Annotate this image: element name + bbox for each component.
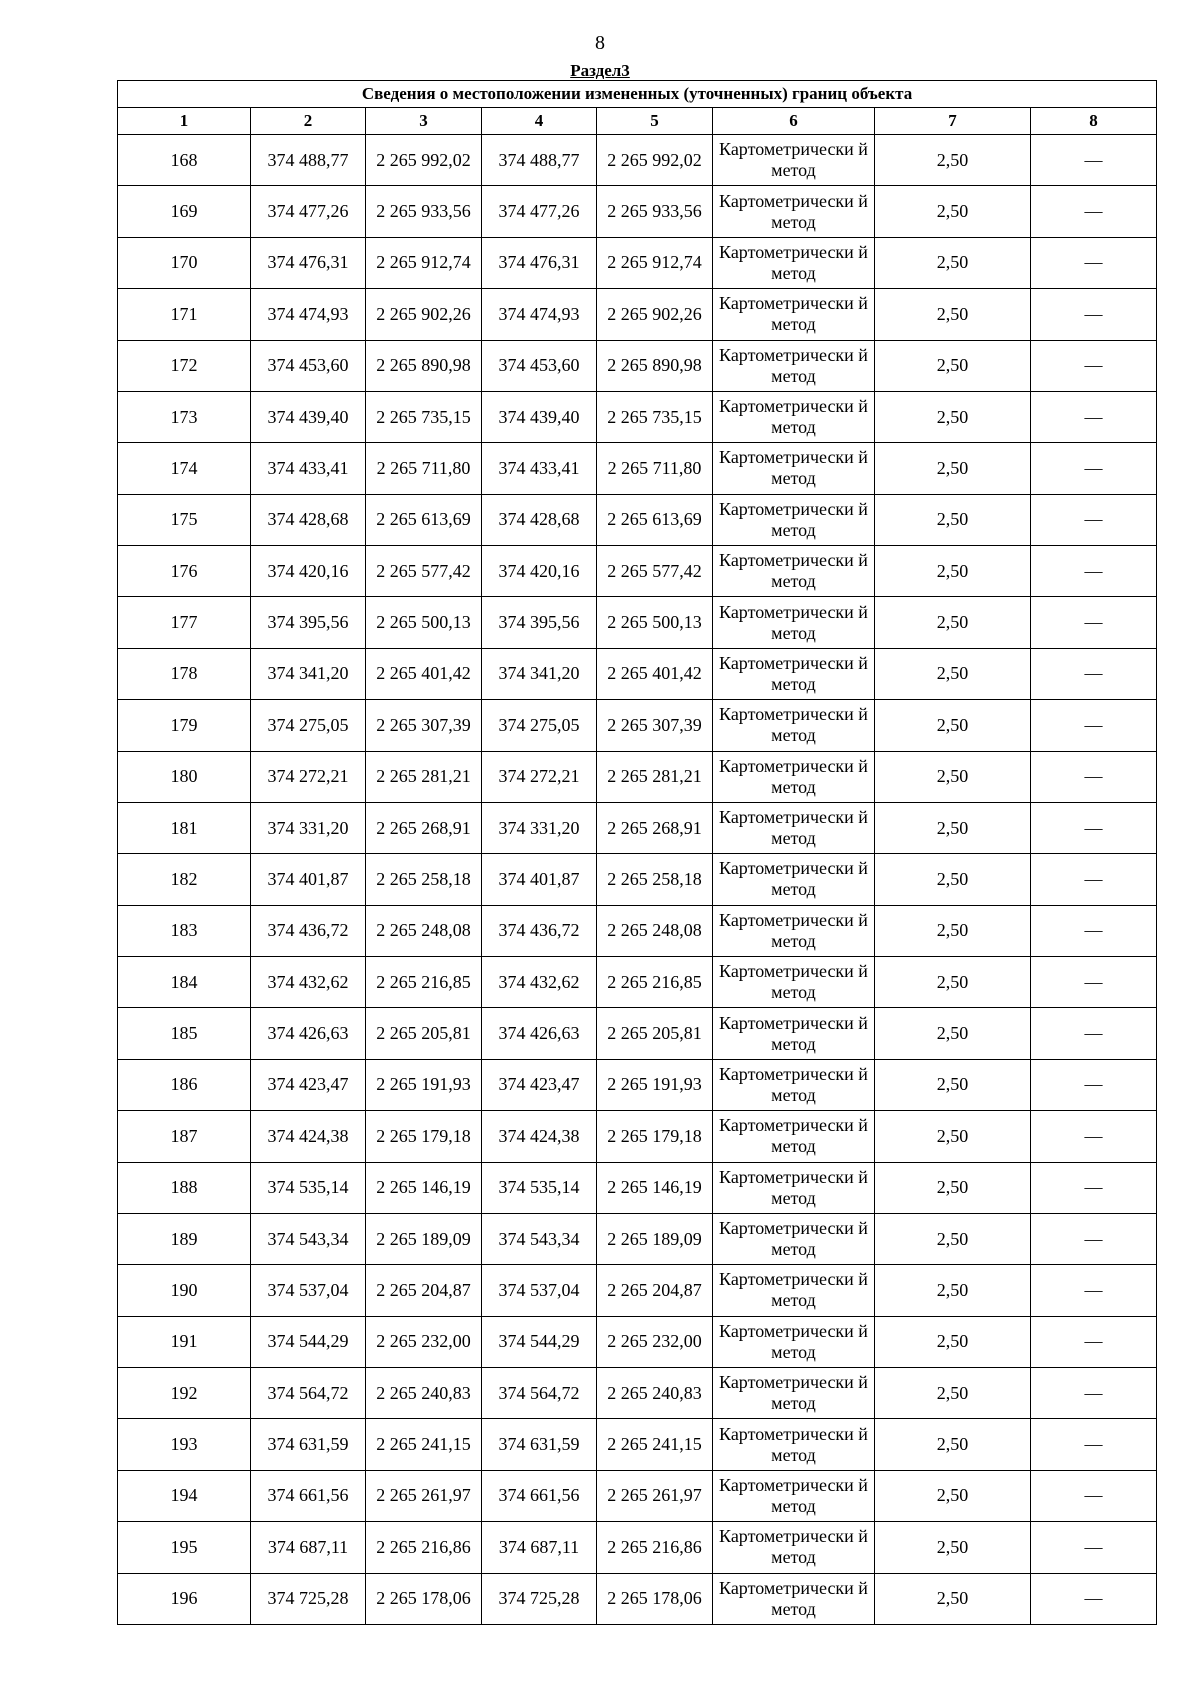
point-number-cell: 178 bbox=[118, 648, 251, 699]
description-cell: — bbox=[1031, 1008, 1157, 1059]
accuracy-cell: 2,50 bbox=[875, 1573, 1031, 1625]
description-cell: — bbox=[1031, 1162, 1157, 1213]
accuracy-cell: 2,50 bbox=[875, 237, 1031, 288]
accuracy-cell: 2,50 bbox=[875, 957, 1031, 1008]
method-cell: Картометрически й метод bbox=[713, 1111, 875, 1162]
point-number-cell: 175 bbox=[118, 494, 251, 545]
accuracy-cell: 2,50 bbox=[875, 1522, 1031, 1573]
x-refined-cell: 374 331,20 bbox=[482, 802, 597, 853]
point-number-cell: 180 bbox=[118, 751, 251, 802]
x-refined-cell: 374 341,20 bbox=[482, 648, 597, 699]
table-row bbox=[118, 597, 1157, 648]
y-existing-cell: 2 265 613,69 bbox=[366, 494, 482, 545]
x-existing-cell: 374 687,11 bbox=[251, 1522, 366, 1573]
x-existing-cell: 374 564,72 bbox=[251, 1368, 366, 1419]
description-cell: — bbox=[1031, 1213, 1157, 1264]
y-refined-cell: 2 265 912,74 bbox=[597, 237, 713, 288]
point-number-cell: 193 bbox=[118, 1419, 251, 1470]
x-existing-cell: 374 341,20 bbox=[251, 648, 366, 699]
y-refined-cell: 2 265 735,15 bbox=[597, 391, 713, 442]
column-number: 6 bbox=[713, 108, 875, 135]
table-row bbox=[118, 905, 1157, 956]
column-number-row bbox=[118, 108, 1157, 135]
table-row bbox=[118, 1522, 1157, 1573]
x-existing-cell: 374 423,47 bbox=[251, 1059, 366, 1110]
description-cell: — bbox=[1031, 289, 1157, 340]
x-refined-cell: 374 423,47 bbox=[482, 1059, 597, 1110]
table-body bbox=[118, 135, 1157, 1625]
method-cell: Картометрически й метод bbox=[713, 1368, 875, 1419]
column-number: 2 bbox=[251, 108, 366, 135]
y-existing-cell: 2 265 178,06 bbox=[366, 1573, 482, 1625]
y-existing-cell: 2 265 216,86 bbox=[366, 1522, 482, 1573]
point-number-cell: 169 bbox=[118, 186, 251, 237]
x-refined-cell: 374 476,31 bbox=[482, 237, 597, 288]
y-existing-cell: 2 265 191,93 bbox=[366, 1059, 482, 1110]
point-number-cell: 196 bbox=[118, 1573, 251, 1625]
table-row bbox=[118, 1059, 1157, 1110]
accuracy-cell: 2,50 bbox=[875, 186, 1031, 237]
point-number-cell: 190 bbox=[118, 1265, 251, 1316]
table-row bbox=[118, 135, 1157, 186]
y-existing-cell: 2 265 992,02 bbox=[366, 135, 482, 186]
method-cell: Картометрически й метод bbox=[713, 546, 875, 597]
description-cell: — bbox=[1031, 1316, 1157, 1367]
y-existing-cell: 2 265 735,15 bbox=[366, 391, 482, 442]
y-existing-cell: 2 265 711,80 bbox=[366, 443, 482, 494]
y-refined-cell: 2 265 216,86 bbox=[597, 1522, 713, 1573]
description-cell: — bbox=[1031, 1470, 1157, 1521]
y-existing-cell: 2 265 902,26 bbox=[366, 289, 482, 340]
table-row bbox=[118, 957, 1157, 1008]
y-refined-cell: 2 265 268,91 bbox=[597, 802, 713, 853]
x-existing-cell: 374 474,93 bbox=[251, 289, 366, 340]
x-existing-cell: 374 535,14 bbox=[251, 1162, 366, 1213]
y-refined-cell: 2 265 189,09 bbox=[597, 1213, 713, 1264]
y-existing-cell: 2 265 500,13 bbox=[366, 597, 482, 648]
x-refined-cell: 374 543,34 bbox=[482, 1213, 597, 1264]
table-row bbox=[118, 186, 1157, 237]
table-row bbox=[118, 1316, 1157, 1367]
point-number-cell: 187 bbox=[118, 1111, 251, 1162]
table-caption: Сведения о местоположении измененных (уточненных) границ объекта bbox=[118, 81, 1157, 108]
x-refined-cell: 374 488,77 bbox=[482, 135, 597, 186]
point-number-cell: 195 bbox=[118, 1522, 251, 1573]
x-refined-cell: 374 725,28 bbox=[482, 1573, 597, 1625]
point-number-cell: 171 bbox=[118, 289, 251, 340]
y-existing-cell: 2 265 216,85 bbox=[366, 957, 482, 1008]
description-cell: — bbox=[1031, 957, 1157, 1008]
table-row bbox=[118, 1008, 1157, 1059]
table-row bbox=[118, 1368, 1157, 1419]
x-existing-cell: 374 453,60 bbox=[251, 340, 366, 391]
accuracy-cell: 2,50 bbox=[875, 1265, 1031, 1316]
method-cell: Картометрически й метод bbox=[713, 494, 875, 545]
x-existing-cell: 374 476,31 bbox=[251, 237, 366, 288]
x-existing-cell: 374 401,87 bbox=[251, 854, 366, 905]
accuracy-cell: 2,50 bbox=[875, 391, 1031, 442]
y-refined-cell: 2 265 146,19 bbox=[597, 1162, 713, 1213]
accuracy-cell: 2,50 bbox=[875, 802, 1031, 853]
description-cell: — bbox=[1031, 1059, 1157, 1110]
method-cell: Картометрически й метод bbox=[713, 751, 875, 802]
description-cell: — bbox=[1031, 751, 1157, 802]
description-cell: — bbox=[1031, 186, 1157, 237]
y-refined-cell: 2 265 711,80 bbox=[597, 443, 713, 494]
table-row bbox=[118, 1470, 1157, 1521]
y-existing-cell: 2 265 261,97 bbox=[366, 1470, 482, 1521]
description-cell: — bbox=[1031, 597, 1157, 648]
point-number-cell: 194 bbox=[118, 1470, 251, 1521]
method-cell: Картометрически й метод bbox=[713, 186, 875, 237]
method-cell: Картометрически й метод bbox=[713, 597, 875, 648]
method-cell: Картометрически й метод bbox=[713, 391, 875, 442]
x-existing-cell: 374 428,68 bbox=[251, 494, 366, 545]
x-existing-cell: 374 420,16 bbox=[251, 546, 366, 597]
page-number: 8 bbox=[595, 32, 605, 54]
y-existing-cell: 2 265 307,39 bbox=[366, 700, 482, 751]
y-refined-cell: 2 265 577,42 bbox=[597, 546, 713, 597]
x-refined-cell: 374 453,60 bbox=[482, 340, 597, 391]
table-row bbox=[118, 700, 1157, 751]
method-cell: Картометрически й метод bbox=[713, 1470, 875, 1521]
method-cell: Картометрически й метод bbox=[713, 700, 875, 751]
table-row bbox=[118, 854, 1157, 905]
description-cell: — bbox=[1031, 135, 1157, 186]
table-row bbox=[118, 1573, 1157, 1625]
x-existing-cell: 374 395,56 bbox=[251, 597, 366, 648]
x-refined-cell: 374 661,56 bbox=[482, 1470, 597, 1521]
x-existing-cell: 374 631,59 bbox=[251, 1419, 366, 1470]
x-existing-cell: 374 433,41 bbox=[251, 443, 366, 494]
y-refined-cell: 2 265 281,21 bbox=[597, 751, 713, 802]
accuracy-cell: 2,50 bbox=[875, 289, 1031, 340]
x-existing-cell: 374 426,63 bbox=[251, 1008, 366, 1059]
column-number: 5 bbox=[597, 108, 713, 135]
description-cell: — bbox=[1031, 494, 1157, 545]
table-row bbox=[118, 340, 1157, 391]
section-title: Раздел3 bbox=[570, 61, 630, 80]
description-cell: — bbox=[1031, 391, 1157, 442]
x-existing-cell: 374 477,26 bbox=[251, 186, 366, 237]
y-existing-cell: 2 265 248,08 bbox=[366, 905, 482, 956]
x-refined-cell: 374 477,26 bbox=[482, 186, 597, 237]
point-number-cell: 188 bbox=[118, 1162, 251, 1213]
x-refined-cell: 374 439,40 bbox=[482, 391, 597, 442]
description-cell: — bbox=[1031, 1368, 1157, 1419]
x-refined-cell: 374 420,16 bbox=[482, 546, 597, 597]
accuracy-cell: 2,50 bbox=[875, 1162, 1031, 1213]
description-cell: — bbox=[1031, 1111, 1157, 1162]
table-row bbox=[118, 494, 1157, 545]
y-refined-cell: 2 265 216,85 bbox=[597, 957, 713, 1008]
table-row bbox=[118, 1111, 1157, 1162]
y-refined-cell: 2 265 890,98 bbox=[597, 340, 713, 391]
point-number-cell: 182 bbox=[118, 854, 251, 905]
method-cell: Картометрически й метод bbox=[713, 802, 875, 853]
y-existing-cell: 2 265 232,00 bbox=[366, 1316, 482, 1367]
accuracy-cell: 2,50 bbox=[875, 905, 1031, 956]
x-refined-cell: 374 401,87 bbox=[482, 854, 597, 905]
method-cell: Картометрически й метод bbox=[713, 957, 875, 1008]
x-existing-cell: 374 275,05 bbox=[251, 700, 366, 751]
x-refined-cell: 374 395,56 bbox=[482, 597, 597, 648]
point-number-cell: 185 bbox=[118, 1008, 251, 1059]
table-row bbox=[118, 1162, 1157, 1213]
y-refined-cell: 2 265 307,39 bbox=[597, 700, 713, 751]
table-row bbox=[118, 648, 1157, 699]
method-cell: Картометрически й метод bbox=[713, 1213, 875, 1264]
y-refined-cell: 2 265 261,97 bbox=[597, 1470, 713, 1521]
x-refined-cell: 374 564,72 bbox=[482, 1368, 597, 1419]
accuracy-cell: 2,50 bbox=[875, 135, 1031, 186]
table-row bbox=[118, 443, 1157, 494]
table-row bbox=[118, 1265, 1157, 1316]
description-cell: — bbox=[1031, 1419, 1157, 1470]
point-number-cell: 183 bbox=[118, 905, 251, 956]
y-existing-cell: 2 265 189,09 bbox=[366, 1213, 482, 1264]
method-cell: Картометрически й метод bbox=[713, 1265, 875, 1316]
y-refined-cell: 2 265 240,83 bbox=[597, 1368, 713, 1419]
method-cell: Картометрически й метод bbox=[713, 1162, 875, 1213]
x-refined-cell: 374 436,72 bbox=[482, 905, 597, 956]
method-cell: Картометрически й метод bbox=[713, 905, 875, 956]
y-refined-cell: 2 265 205,81 bbox=[597, 1008, 713, 1059]
y-existing-cell: 2 265 577,42 bbox=[366, 546, 482, 597]
table-row bbox=[118, 391, 1157, 442]
accuracy-cell: 2,50 bbox=[875, 751, 1031, 802]
x-existing-cell: 374 488,77 bbox=[251, 135, 366, 186]
method-cell: Картометрически й метод bbox=[713, 237, 875, 288]
method-cell: Картометрически й метод bbox=[713, 1316, 875, 1367]
x-existing-cell: 374 544,29 bbox=[251, 1316, 366, 1367]
column-number: 7 bbox=[875, 108, 1031, 135]
method-cell: Картометрически й метод bbox=[713, 648, 875, 699]
description-cell: — bbox=[1031, 648, 1157, 699]
accuracy-cell: 2,50 bbox=[875, 546, 1031, 597]
point-number-cell: 181 bbox=[118, 802, 251, 853]
x-refined-cell: 374 428,68 bbox=[482, 494, 597, 545]
x-refined-cell: 374 272,21 bbox=[482, 751, 597, 802]
description-cell: — bbox=[1031, 1265, 1157, 1316]
y-existing-cell: 2 265 204,87 bbox=[366, 1265, 482, 1316]
x-refined-cell: 374 544,29 bbox=[482, 1316, 597, 1367]
y-refined-cell: 2 265 191,93 bbox=[597, 1059, 713, 1110]
description-cell: — bbox=[1031, 237, 1157, 288]
accuracy-cell: 2,50 bbox=[875, 1008, 1031, 1059]
method-cell: Картометрически й метод bbox=[713, 135, 875, 186]
table-row bbox=[118, 237, 1157, 288]
y-refined-cell: 2 265 241,15 bbox=[597, 1419, 713, 1470]
y-refined-cell: 2 265 401,42 bbox=[597, 648, 713, 699]
description-cell: — bbox=[1031, 546, 1157, 597]
y-refined-cell: 2 265 933,56 bbox=[597, 186, 713, 237]
y-refined-cell: 2 265 613,69 bbox=[597, 494, 713, 545]
method-cell: Картометрически й метод bbox=[713, 1573, 875, 1625]
y-existing-cell: 2 265 240,83 bbox=[366, 1368, 482, 1419]
description-cell: — bbox=[1031, 905, 1157, 956]
description-cell: — bbox=[1031, 802, 1157, 853]
column-number: 8 bbox=[1031, 108, 1157, 135]
x-existing-cell: 374 543,34 bbox=[251, 1213, 366, 1264]
table-row bbox=[118, 1419, 1157, 1470]
method-cell: Картометрически й метод bbox=[713, 1008, 875, 1059]
x-refined-cell: 374 424,38 bbox=[482, 1111, 597, 1162]
x-refined-cell: 374 631,59 bbox=[482, 1419, 597, 1470]
y-existing-cell: 2 265 281,21 bbox=[366, 751, 482, 802]
accuracy-cell: 2,50 bbox=[875, 494, 1031, 545]
accuracy-cell: 2,50 bbox=[875, 1213, 1031, 1264]
table-row bbox=[118, 751, 1157, 802]
accuracy-cell: 2,50 bbox=[875, 443, 1031, 494]
point-number-cell: 186 bbox=[118, 1059, 251, 1110]
point-number-cell: 192 bbox=[118, 1368, 251, 1419]
x-refined-cell: 374 433,41 bbox=[482, 443, 597, 494]
accuracy-cell: 2,50 bbox=[875, 854, 1031, 905]
x-refined-cell: 374 426,63 bbox=[482, 1008, 597, 1059]
accuracy-cell: 2,50 bbox=[875, 1111, 1031, 1162]
x-existing-cell: 374 331,20 bbox=[251, 802, 366, 853]
table-row bbox=[118, 1213, 1157, 1264]
y-existing-cell: 2 265 146,19 bbox=[366, 1162, 482, 1213]
y-existing-cell: 2 265 179,18 bbox=[366, 1111, 482, 1162]
description-cell: — bbox=[1031, 340, 1157, 391]
accuracy-cell: 2,50 bbox=[875, 597, 1031, 648]
y-refined-cell: 2 265 992,02 bbox=[597, 135, 713, 186]
table-row bbox=[118, 289, 1157, 340]
accuracy-cell: 2,50 bbox=[875, 1470, 1031, 1521]
y-refined-cell: 2 265 500,13 bbox=[597, 597, 713, 648]
x-existing-cell: 374 272,21 bbox=[251, 751, 366, 802]
accuracy-cell: 2,50 bbox=[875, 1316, 1031, 1367]
accuracy-cell: 2,50 bbox=[875, 648, 1031, 699]
accuracy-cell: 2,50 bbox=[875, 340, 1031, 391]
method-cell: Картометрически й метод bbox=[713, 854, 875, 905]
column-number: 3 bbox=[366, 108, 482, 135]
y-refined-cell: 2 265 232,00 bbox=[597, 1316, 713, 1367]
y-existing-cell: 2 265 912,74 bbox=[366, 237, 482, 288]
accuracy-cell: 2,50 bbox=[875, 1419, 1031, 1470]
y-refined-cell: 2 265 204,87 bbox=[597, 1265, 713, 1316]
method-cell: Картометрически й метод bbox=[713, 443, 875, 494]
table-row bbox=[118, 546, 1157, 597]
x-refined-cell: 374 432,62 bbox=[482, 957, 597, 1008]
y-refined-cell: 2 265 258,18 bbox=[597, 854, 713, 905]
y-existing-cell: 2 265 933,56 bbox=[366, 186, 482, 237]
x-existing-cell: 374 424,38 bbox=[251, 1111, 366, 1162]
x-existing-cell: 374 439,40 bbox=[251, 391, 366, 442]
description-cell: — bbox=[1031, 700, 1157, 751]
y-existing-cell: 2 265 401,42 bbox=[366, 648, 482, 699]
y-refined-cell: 2 265 902,26 bbox=[597, 289, 713, 340]
point-number-cell: 177 bbox=[118, 597, 251, 648]
point-number-cell: 170 bbox=[118, 237, 251, 288]
x-refined-cell: 374 474,93 bbox=[482, 289, 597, 340]
x-existing-cell: 374 537,04 bbox=[251, 1265, 366, 1316]
point-number-cell: 191 bbox=[118, 1316, 251, 1367]
y-refined-cell: 2 265 248,08 bbox=[597, 905, 713, 956]
description-cell: — bbox=[1031, 1522, 1157, 1573]
point-number-cell: 173 bbox=[118, 391, 251, 442]
method-cell: Картометрически й метод bbox=[713, 1059, 875, 1110]
point-number-cell: 172 bbox=[118, 340, 251, 391]
y-existing-cell: 2 265 241,15 bbox=[366, 1419, 482, 1470]
description-cell: — bbox=[1031, 1573, 1157, 1625]
x-existing-cell: 374 432,62 bbox=[251, 957, 366, 1008]
point-number-cell: 179 bbox=[118, 700, 251, 751]
y-refined-cell: 2 265 178,06 bbox=[597, 1573, 713, 1625]
column-number: 1 bbox=[118, 108, 251, 135]
method-cell: Картометрически й метод bbox=[713, 340, 875, 391]
x-existing-cell: 374 725,28 bbox=[251, 1573, 366, 1625]
accuracy-cell: 2,50 bbox=[875, 1059, 1031, 1110]
accuracy-cell: 2,50 bbox=[875, 700, 1031, 751]
x-refined-cell: 374 275,05 bbox=[482, 700, 597, 751]
method-cell: Картометрически й метод bbox=[713, 289, 875, 340]
x-refined-cell: 374 537,04 bbox=[482, 1265, 597, 1316]
point-number-cell: 174 bbox=[118, 443, 251, 494]
point-number-cell: 176 bbox=[118, 546, 251, 597]
x-refined-cell: 374 687,11 bbox=[482, 1522, 597, 1573]
boundary-coordinates-table bbox=[117, 80, 1157, 1625]
method-cell: Картометрически й метод bbox=[713, 1419, 875, 1470]
description-cell: — bbox=[1031, 443, 1157, 494]
x-existing-cell: 374 436,72 bbox=[251, 905, 366, 956]
y-existing-cell: 2 265 205,81 bbox=[366, 1008, 482, 1059]
y-existing-cell: 2 265 890,98 bbox=[366, 340, 482, 391]
point-number-cell: 189 bbox=[118, 1213, 251, 1264]
method-cell: Картометрически й метод bbox=[713, 1522, 875, 1573]
y-refined-cell: 2 265 179,18 bbox=[597, 1111, 713, 1162]
accuracy-cell: 2,50 bbox=[875, 1368, 1031, 1419]
point-number-cell: 184 bbox=[118, 957, 251, 1008]
table-row bbox=[118, 802, 1157, 853]
point-number-cell: 168 bbox=[118, 135, 251, 186]
column-number: 4 bbox=[482, 108, 597, 135]
description-cell: — bbox=[1031, 854, 1157, 905]
y-existing-cell: 2 265 268,91 bbox=[366, 802, 482, 853]
x-existing-cell: 374 661,56 bbox=[251, 1470, 366, 1521]
x-refined-cell: 374 535,14 bbox=[482, 1162, 597, 1213]
y-existing-cell: 2 265 258,18 bbox=[366, 854, 482, 905]
